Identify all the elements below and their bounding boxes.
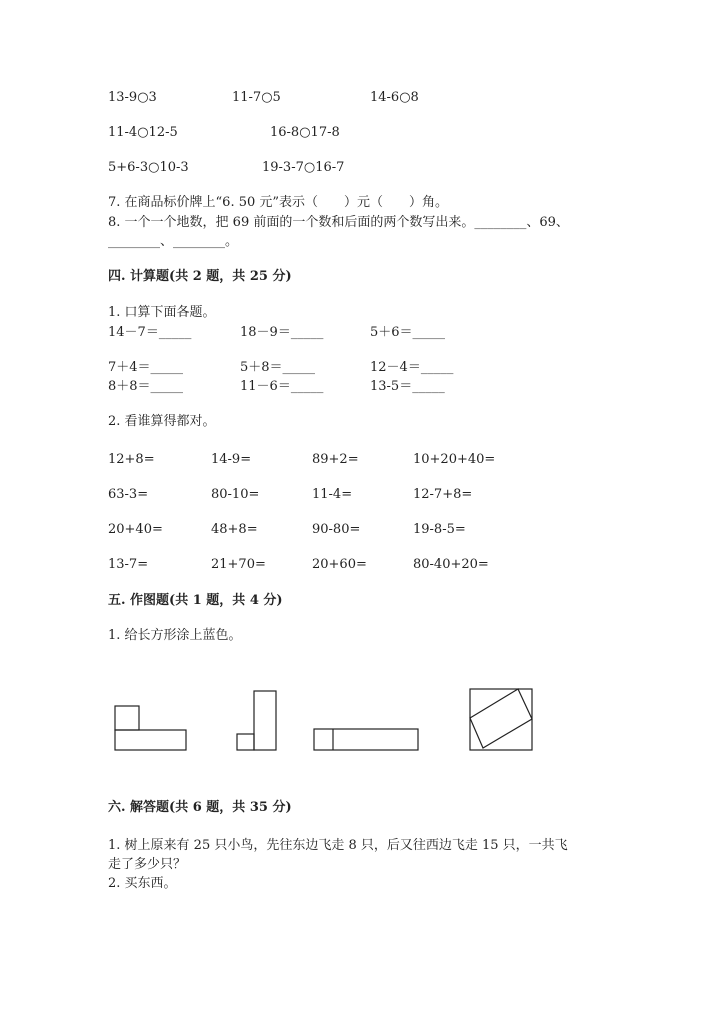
figure-4-tilted-rectangle[interactable] bbox=[470, 689, 532, 748]
calc-item: 90-80= bbox=[312, 522, 361, 537]
compare-item: 16-8○17-8 bbox=[270, 125, 340, 140]
section-5-title: 五. 作图题(共 1 题，共 4 分) bbox=[108, 593, 283, 608]
section-6-q2: 2. 买东西。 bbox=[108, 876, 177, 891]
calc-item: 20+40= bbox=[108, 522, 163, 537]
calc-item: 12+8= bbox=[108, 452, 155, 467]
calc-item: 89+2= bbox=[312, 452, 359, 467]
calc-item: 13-7= bbox=[108, 557, 149, 572]
compare-item: 11-7○5 bbox=[232, 90, 281, 105]
oral-calc-item: 14－7＝_____ bbox=[108, 325, 192, 340]
calc-item: 14-9= bbox=[211, 452, 252, 467]
oral-calc-item: 12－4＝_____ bbox=[370, 360, 454, 375]
oral-calc-item: 5＋6＝_____ bbox=[370, 325, 446, 340]
compare-item: 5+6-3○10-3 bbox=[108, 160, 189, 175]
section-5-q1: 1. 给长方形涂上蓝色。 bbox=[108, 628, 242, 643]
question-7: 7. 在商品标价牌上“6. 50 元”表示（ ）元（ ）角。 bbox=[108, 195, 449, 210]
compare-item: 19-3-7○16-7 bbox=[262, 160, 345, 175]
oral-calc-item: 13-5＝_____ bbox=[370, 379, 445, 394]
oral-calc-item: 11－6＝_____ bbox=[240, 379, 324, 394]
figure-2-tall-rectangle[interactable] bbox=[254, 691, 276, 750]
calc-item: 10+20+40= bbox=[413, 452, 496, 467]
calc-item: 63-3= bbox=[108, 487, 149, 502]
oral-calc-item: 5＋8＝_____ bbox=[240, 360, 316, 375]
oral-calc-item: 7＋4＝_____ bbox=[108, 360, 184, 375]
figure-1-small-square[interactable] bbox=[115, 706, 139, 730]
calc-item: 12-7+8= bbox=[413, 487, 473, 502]
calc-item: 11-4= bbox=[312, 487, 353, 502]
compare-item: 14-6○8 bbox=[370, 90, 419, 105]
question-8-line2: ________、________。 bbox=[108, 234, 239, 249]
figure-3-long-bar[interactable] bbox=[314, 729, 418, 750]
section-6-title: 六. 解答题(共 6 题，共 35 分) bbox=[108, 800, 292, 815]
oral-calc-item: 18－9＝_____ bbox=[240, 325, 324, 340]
calc-item: 80-10= bbox=[211, 487, 260, 502]
section-4-q2-title: 2. 看谁算得都对。 bbox=[108, 414, 216, 429]
section-6-q1-line2: 走了多少只？ bbox=[108, 857, 187, 872]
section-4-title: 四. 计算题(共 2 题，共 25 分) bbox=[108, 269, 292, 284]
compare-item: 11-4○12-5 bbox=[108, 125, 178, 140]
question-8-line1: 8. 一个一个地数，把 69 前面的一个数和后面的两个数写出来。________、69、 bbox=[108, 215, 569, 230]
figure-1-long-rectangle[interactable] bbox=[115, 730, 186, 750]
calc-item: 48+8= bbox=[211, 522, 258, 537]
section-6-q1-line1: 1. 树上原来有 25 只小鸟，先往东边飞走 8 只，后又往西边飞走 15 只，一共飞 bbox=[108, 838, 568, 853]
figure-2-small-square[interactable] bbox=[237, 734, 254, 750]
calc-item: 80-40+20= bbox=[413, 557, 489, 572]
calc-item: 21+70= bbox=[211, 557, 266, 572]
calc-item: 19-8-5= bbox=[413, 522, 466, 537]
oral-calc-item: 8＋8＝_____ bbox=[108, 379, 184, 394]
calc-item: 20+60= bbox=[312, 557, 367, 572]
compare-item: 13-9○3 bbox=[108, 90, 157, 105]
section-4-q1-title: 1. 口算下面各题。 bbox=[108, 305, 216, 320]
